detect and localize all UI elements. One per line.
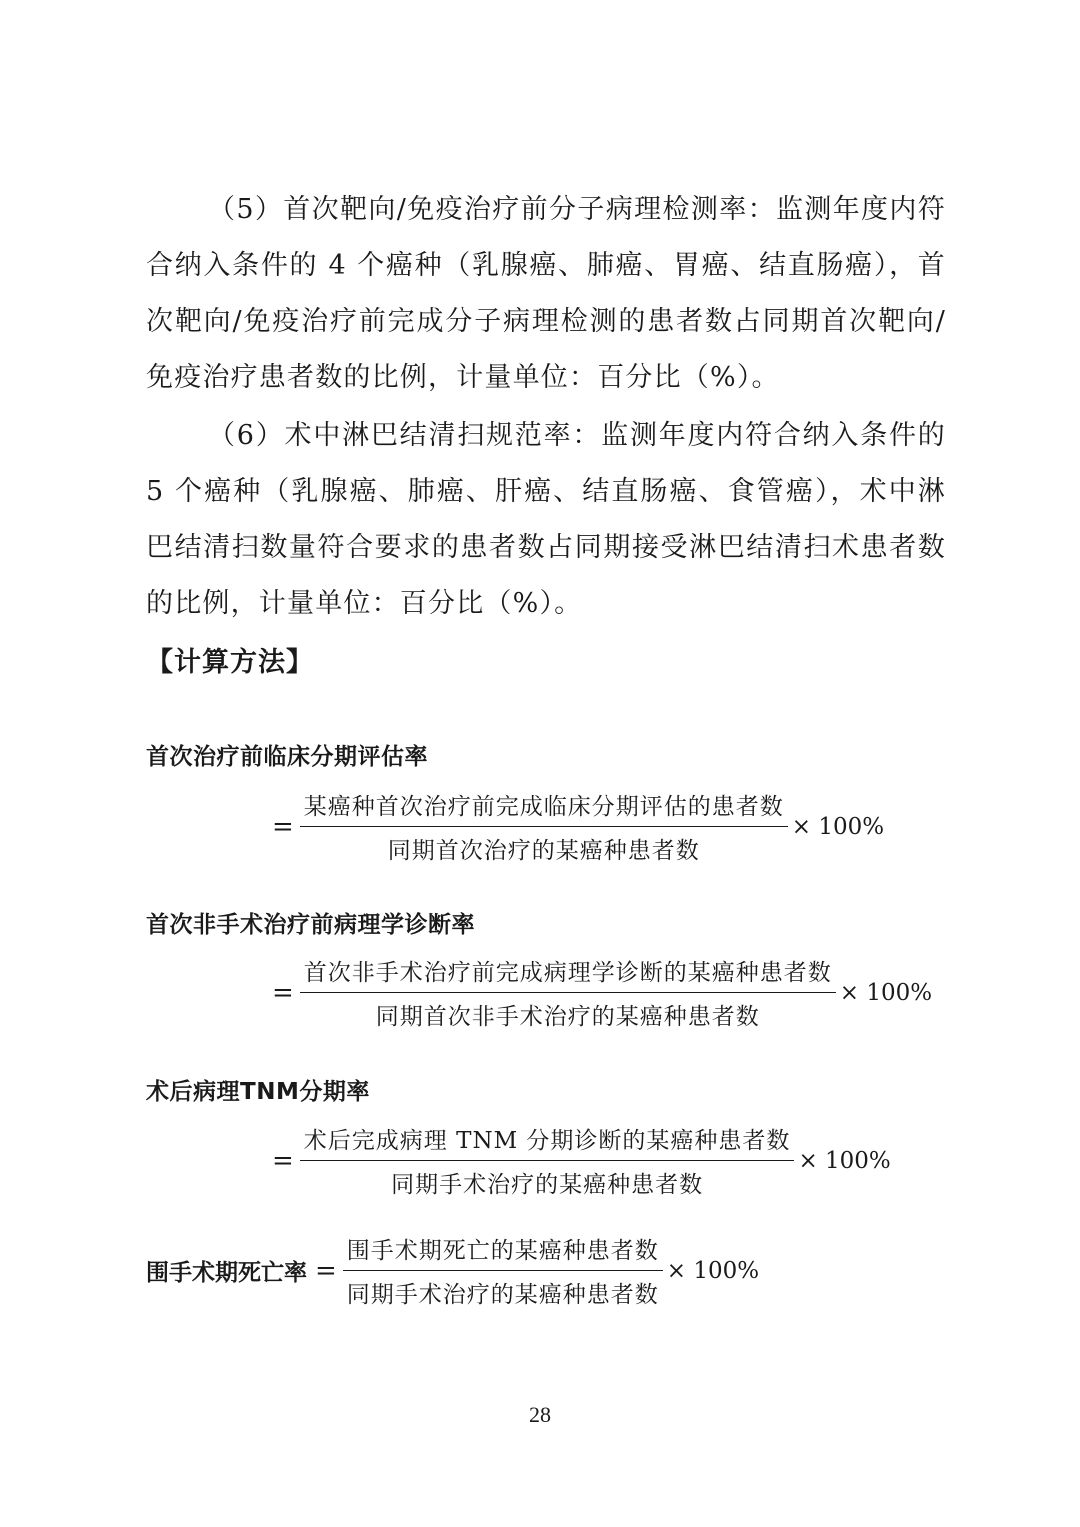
denominator: 同期首次治疗的某癌种患者数 bbox=[387, 838, 700, 864]
numerator: 首次非手术治疗前完成病理学诊断的某癌种患者数 bbox=[300, 954, 836, 993]
paragraph-lymph-node-dissection-rate: （6）术中淋巴结清扫规范率：监测年度内符合纳入条件的 5 个癌种（乳腺癌、肺癌、肝癌、结直肠癌、食管癌），术中淋巴结清扫数量符合要求的患者数占同期接受淋巴结清扫术患者数的比例，计量单位：百分比（%）。 bbox=[146, 420, 946, 619]
denominator: 同期手术治疗的某癌种患者数 bbox=[391, 1172, 704, 1198]
formula bbox=[272, 1122, 891, 1199]
fraction bbox=[300, 788, 788, 865]
formula bbox=[146, 1232, 759, 1309]
section-heading: 【计算方法】 bbox=[146, 647, 314, 678]
formula-title: 术后病理TNM分期率 bbox=[146, 1079, 370, 1105]
equals-sign: = bbox=[272, 811, 294, 842]
numerator: 围手术期死亡的某癌种患者数 bbox=[343, 1232, 663, 1271]
formula-title: 首次非手术治疗前病理学诊断率 bbox=[146, 912, 475, 938]
fraction bbox=[343, 1232, 663, 1309]
formula bbox=[272, 954, 932, 1031]
multiplier: × 100% bbox=[666, 1257, 760, 1284]
paragraph-molecular-pathology-rate: （5）首次靶向/免疫治疗前分子病理检测率：监测年度内符合纳入条件的 4 个癌种（乳腺癌、肺癌、胃癌、结直肠癌），首次靶向/免疫治疗前完成分子病理检测的患者数占同期首次靶向/免疫治疗患者数的比例，计量单位：百分比（%）。 bbox=[146, 194, 946, 393]
numerator: 术后完成病理 TNM 分期诊断的某癌种患者数 bbox=[300, 1122, 795, 1161]
multiplier: × 100% bbox=[798, 1147, 891, 1174]
multiplier: × 100% bbox=[791, 813, 885, 840]
numerator: 某癌种首次治疗前完成临床分期评估的患者数 bbox=[300, 788, 788, 827]
formula bbox=[272, 788, 884, 865]
denominator: 同期手术治疗的某癌种患者数 bbox=[346, 1282, 659, 1308]
formula-title: 首次治疗前临床分期评估率 bbox=[146, 744, 428, 770]
fraction bbox=[300, 954, 836, 1031]
equals-sign: = bbox=[272, 1145, 294, 1176]
denominator: 同期首次非手术治疗的某癌种患者数 bbox=[375, 1004, 760, 1030]
page-number: 28 bbox=[529, 1402, 551, 1427]
multiplier: × 100% bbox=[839, 979, 933, 1006]
equals-sign: = bbox=[272, 977, 294, 1008]
formula-title: 围手术期死亡率 bbox=[146, 1260, 307, 1286]
fraction bbox=[300, 1122, 795, 1199]
equals-sign: = bbox=[315, 1255, 337, 1286]
